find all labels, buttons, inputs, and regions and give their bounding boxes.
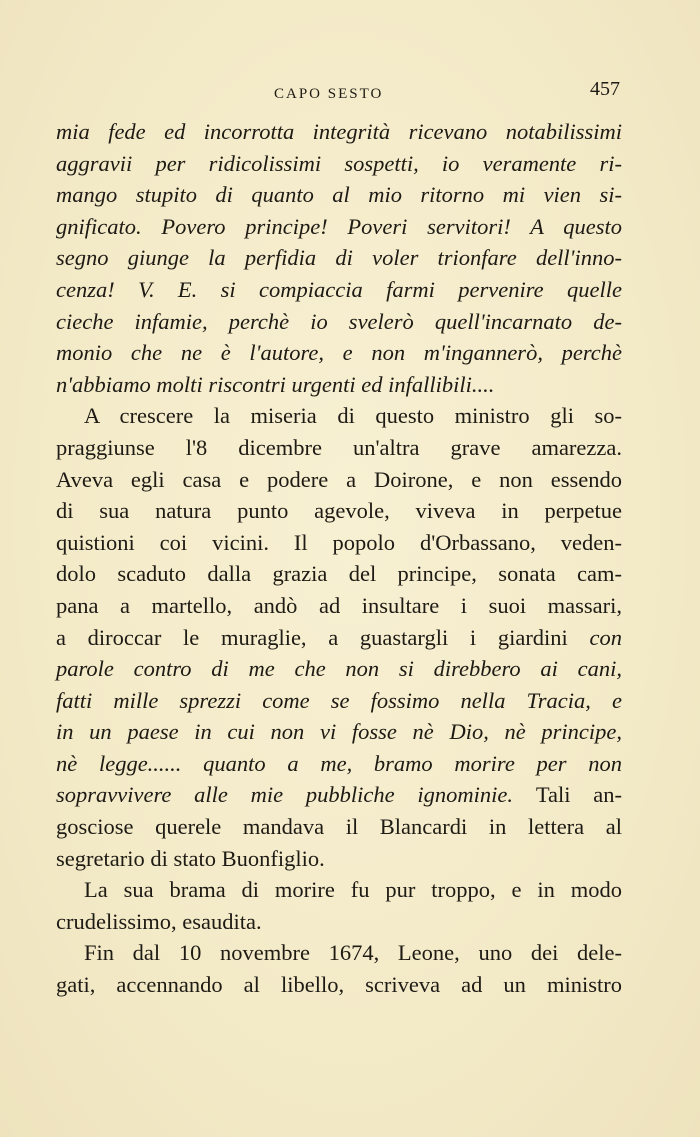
text-line — [56, 874, 622, 906]
roman-text: dolo scaduto dalla grazia del principe, sonata cam- — [56, 561, 622, 587]
text-line — [56, 432, 622, 464]
running-title: CAPO SESTO — [274, 86, 384, 102]
roman-text: A crescere la miseria di questo ministro gli so- — [84, 403, 622, 429]
page-number: 457 — [590, 78, 620, 100]
italic-text: aggravii per ridicolissimi sospetti, io veramente ri- — [56, 150, 622, 176]
italic-text: in un paese in cui non vi fosse nè Dio, nè principe, — [56, 719, 622, 745]
text-line — [56, 527, 622, 559]
text-line — [56, 306, 622, 338]
text-line — [56, 179, 622, 211]
text-line — [56, 653, 622, 685]
roman-text: gosciose querele mandava il Blancardi in lettera al — [56, 814, 622, 840]
text-line — [56, 337, 622, 369]
roman-text: praggiunse l'8 dicembre un'altra grave amarezza. — [56, 434, 622, 460]
italic-text: gnificato. Povero principe! Poveri servitori! A questo — [56, 213, 622, 239]
body-text — [56, 116, 622, 1001]
text-line — [56, 748, 622, 780]
text-line — [56, 685, 622, 717]
text-line — [56, 242, 622, 274]
text-line — [56, 716, 622, 748]
roman-text: gati, accennando al libello, scriveva ad un ministro — [56, 972, 622, 998]
italic-text: mia fede ed incorrotta integrità ricevano notabilissimi — [56, 119, 622, 144]
roman-text: segretario di stato Buonfiglio. — [56, 845, 325, 871]
italic-text: sopravvivere alle mie pubbliche ignominie. — [56, 782, 536, 808]
italic-text: con — [589, 624, 622, 650]
italic-text: nè legge...... quanto a me, bramo morire per non — [56, 750, 622, 776]
italic-text: segno giunge la perfidia di voler trionfare dell'inno- — [56, 245, 622, 271]
text-line — [56, 906, 622, 938]
roman-text: a diroccar le muraglie, a guastargli i giardini — [56, 624, 590, 650]
roman-text: Tali an- — [535, 782, 622, 808]
text-line — [56, 116, 622, 148]
running-head — [56, 78, 620, 108]
roman-text: quistioni coi vicini. Il popolo d'Orbassano, veden- — [56, 529, 622, 555]
text-line — [56, 590, 622, 622]
italic-text: cenza! V. E. si compiaccia farmi pervenire quelle — [56, 276, 622, 302]
italic-text: n'abbiamo molti riscontri urgenti ed infallibili.... — [56, 371, 495, 397]
roman-text: di sua natura punto agevole, viveva in perpetue — [56, 498, 622, 524]
roman-text: La sua brama di morire fu pur troppo, e in modo — [84, 877, 622, 903]
text-line — [56, 211, 622, 243]
roman-text: Aveva egli casa e podere a Doirone, e non essendo — [56, 466, 622, 492]
text-line — [56, 148, 622, 180]
text-line — [56, 464, 622, 496]
italic-text: parole contro di me che non si direbbero ai cani, — [56, 656, 622, 682]
text-line — [56, 558, 622, 590]
text-line — [56, 811, 622, 843]
text-line — [56, 622, 622, 654]
italic-text: cieche infamie, perchè io svelerò quell'incarnato de- — [56, 308, 622, 334]
italic-text: mango stupito di quanto al mio ritorno mi vien si- — [56, 182, 622, 208]
text-line — [56, 400, 622, 432]
text-line — [56, 843, 622, 875]
text-line — [56, 369, 622, 401]
italic-text: monio che ne è l'autore, e non m'ingannerò, perchè — [56, 340, 622, 366]
text-line — [56, 969, 622, 1001]
text-line — [56, 495, 622, 527]
text-line — [56, 779, 622, 811]
roman-text: crudelissimo, esaudita. — [56, 908, 262, 934]
roman-text: pana a martello, andò ad insultare i suoi massari, — [56, 592, 622, 618]
text-line — [56, 937, 622, 969]
text-line — [56, 274, 622, 306]
roman-text: Fin dal 10 novembre 1674, Leone, uno dei dele- — [84, 940, 622, 966]
italic-text: fatti mille sprezzi come se fossimo nella Tracia, e — [56, 687, 622, 713]
